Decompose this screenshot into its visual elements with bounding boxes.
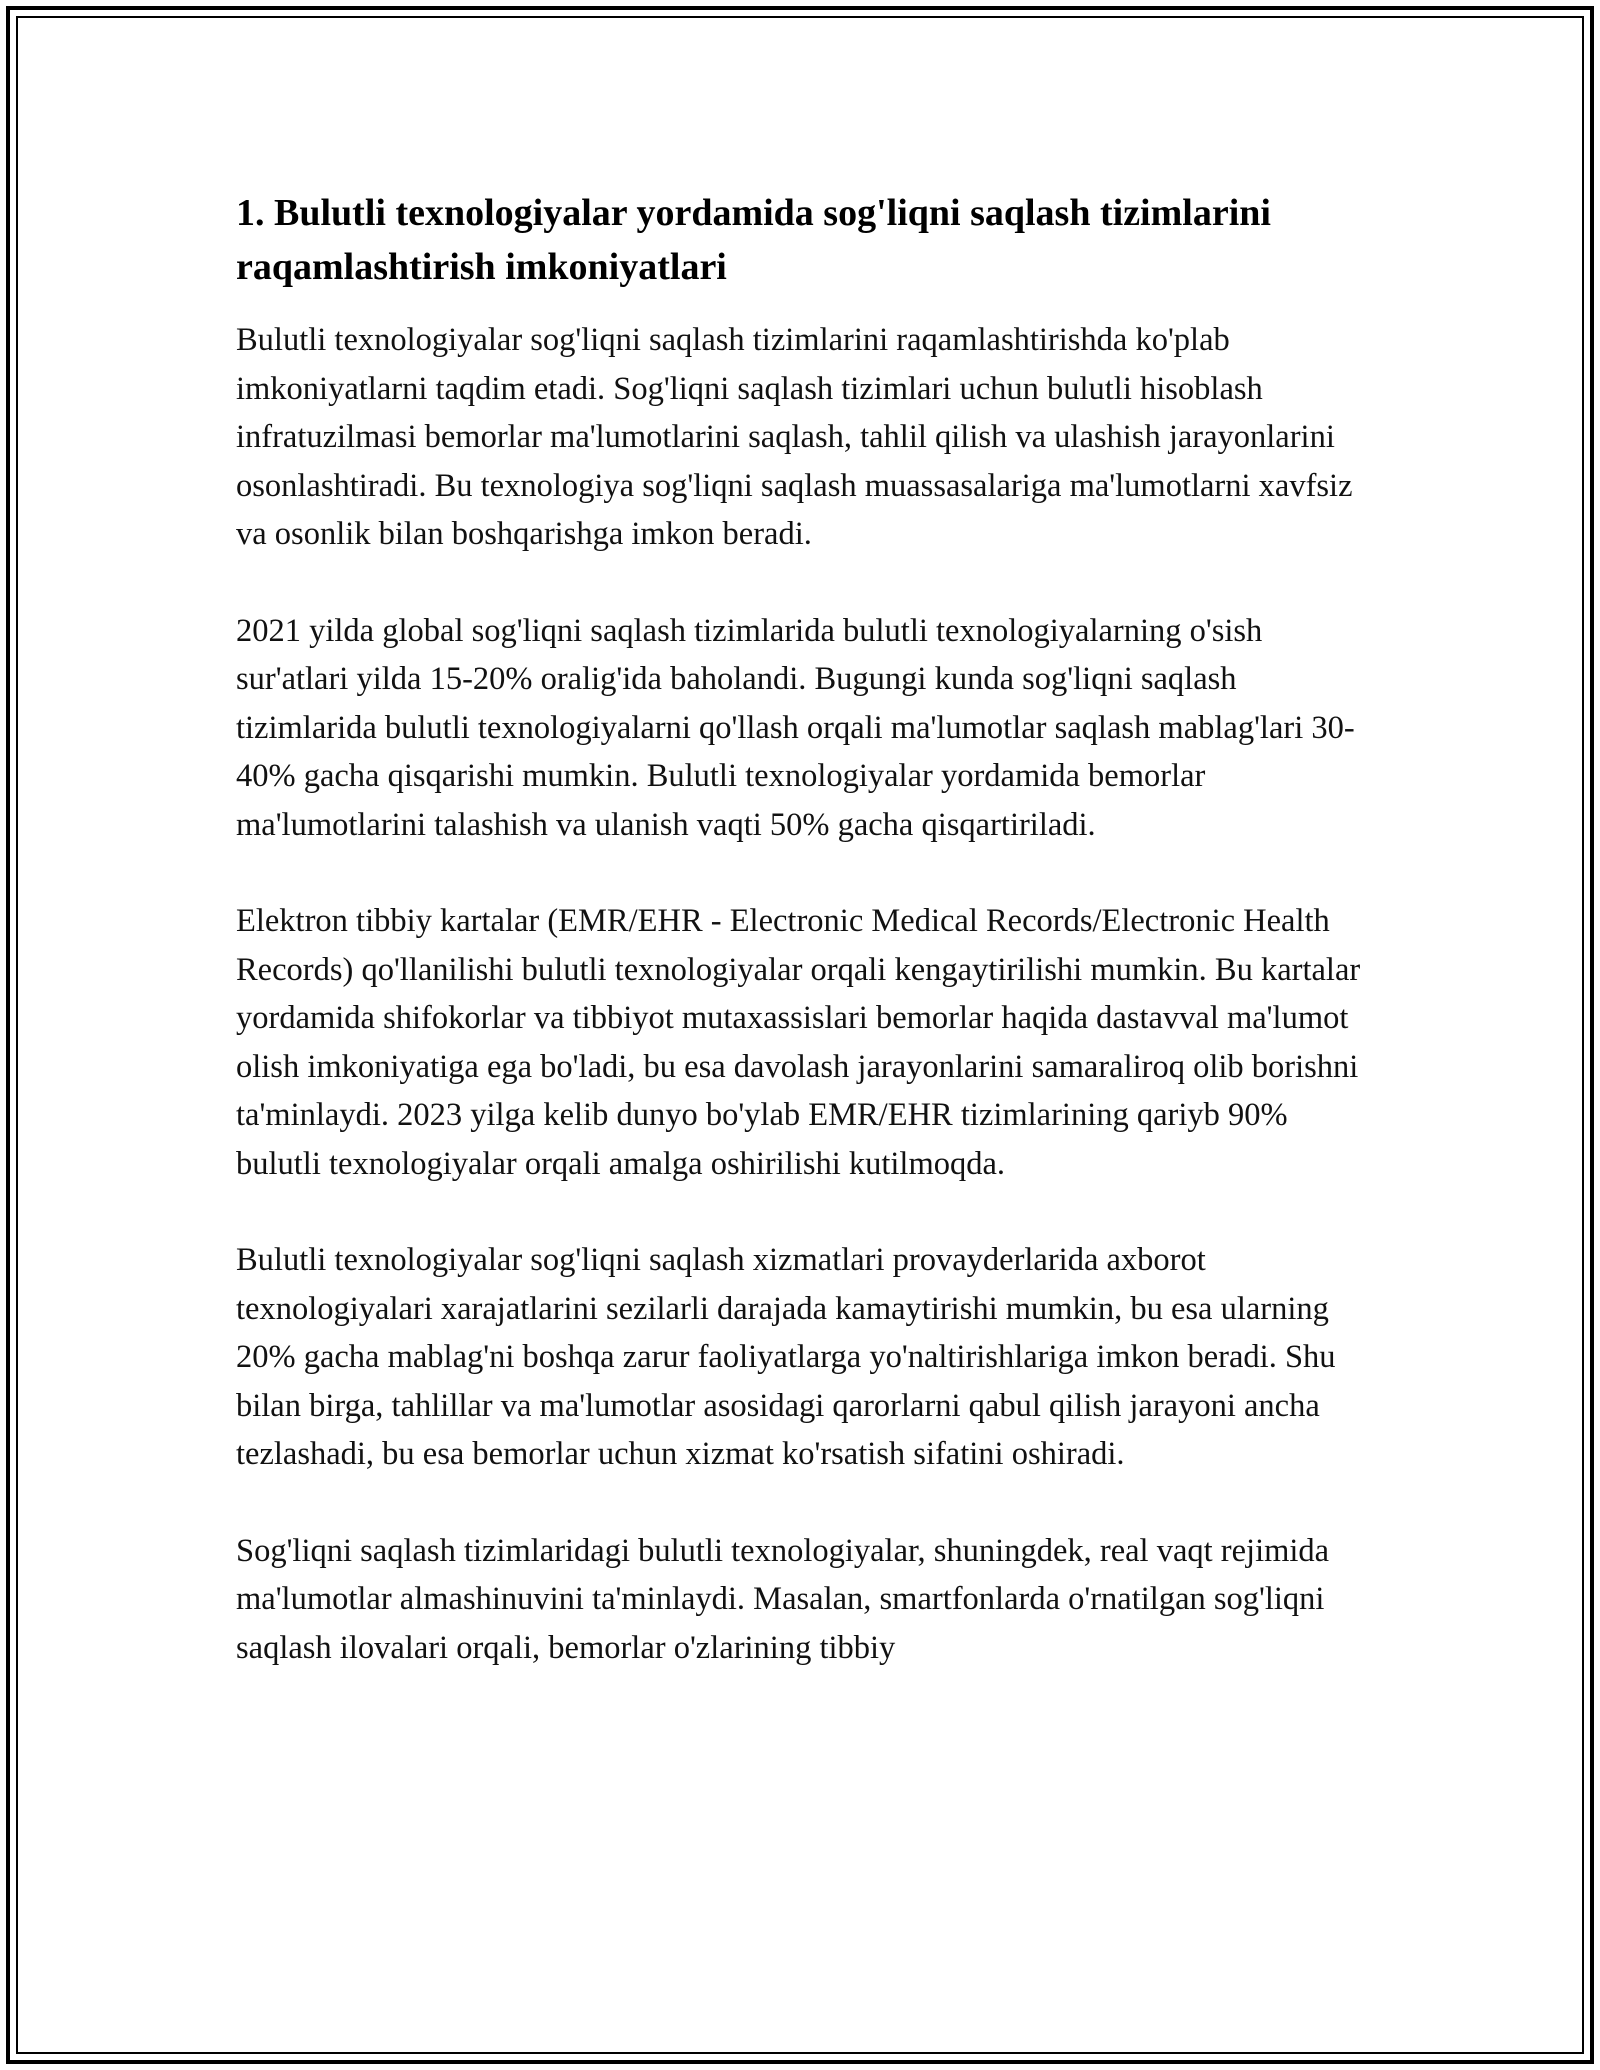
paragraph-5: Sog'liqni saqlash tizimlaridagi bulutli texnologiyalar, shuningdek, real vaqt rejimida ma'lumotlar almashinuvini ta'minlaydi. Masalan, smartfonlarda o'rnatilgan sog'liqni saqlash ilovalari orqali, bemorlar o'zlarining tibbiy bbox=[236, 1532, 1330, 1666]
paragraph-4: Bulutli texnologiyalar sog'liqni saqlash xizmatlari provayderlarida axborot texnologiyalari xarajatlarini sezilarli darajada kamaytirishi mumkin, bu esa ularning 20% gacha mablag'ni boshqa zarur faoliyatlarga yo'naltirishlariga imkon beradi. Shu bilan birga, tahlillar va ma'lumotlar asosidagi qarorlarni qabul qilish jarayoni ancha tezlashadi, bu esa bemorlar uchun xizmat ko'rsatish sifatini oshiradi. bbox=[236, 1242, 1336, 1472]
paragraph-1: Bulutli texnologiyalar sog'liqni saqlash tizimlarini raqamlashtirishda ko'plab imkoniyatlarni taqdim etadi. Sog'liqni saqlash tizimlari uchun bulutli hisoblash infratuzilmasi bemorlar ma'lumotlarini saqlash, tahlil qilish va ulashish jarayonlarini osonlashtiradi. Bu texnologiya sog'liqni saqlash muassasalariga ma'lumotlarni xavfsiz va osonlik bilan boshqarishga imkon beradi. bbox=[236, 322, 1353, 552]
section-heading: 1. Bulutli texnologiyalar yordamida sog'liqni saqlash tizimlarini raqamlashtirish imkoniyatlari bbox=[236, 192, 1271, 288]
paragraph-2: 2021 yilda global sog'liqni saqlash tizimlarida bulutli texnologiyalarning o'sish sur'atlari yilda 15-20% oralig'ida baholandi. Bugungi kunda sog'liqni saqlash tizimlarida bulutli texnologiyalarni qo'llash orqali ma'lumotlar saqlash mablag'lari 30-40% gacha qisqarishi mumkin. Bulutli texnologiyalar yordamida bemorlar ma'lumotlarini talashish va ulanish vaqti 50% gacha qisqartiriladi. bbox=[236, 612, 1355, 843]
paragraph-3: Elektron tibbiy kartalar (EMR/EHR - Electronic Medical Records/Electronic Health Records) qo'llanilishi bulutli texnologiyalar orqali kengaytirilishi mumkin. Bu kartalar yordamida shifokorlar va tibbiyot mutaxassislari bemorlar haqida dastavval ma'lumot olish imkoniyatiga ega bo'ladi, bu esa davolash jarayonlarini samaraliroq olib borishni ta'minlaydi. 2023 yilga kelib dunyo bo'ylab EMR/EHR tizimlarining qariyb 90% bulutli texnologiyalar orqali amalga oshirilishi kutilmoqda. bbox=[236, 903, 1361, 1182]
document-body bbox=[236, 186, 1366, 1720]
